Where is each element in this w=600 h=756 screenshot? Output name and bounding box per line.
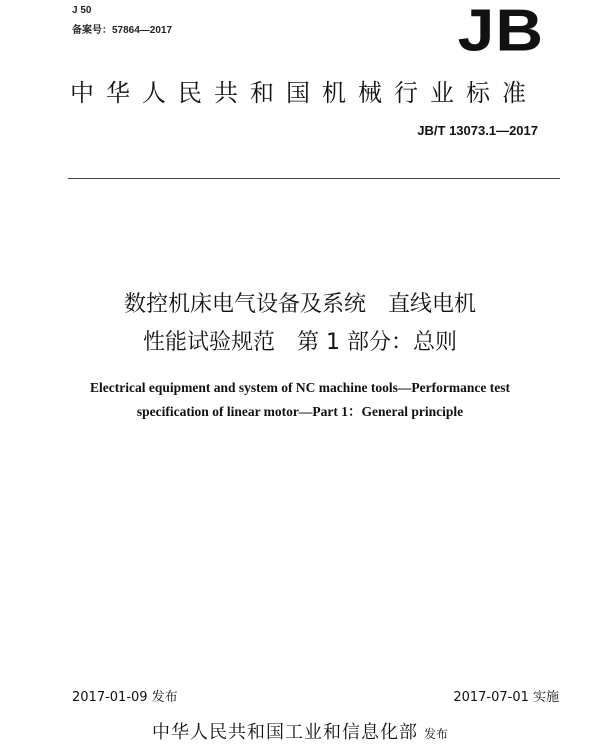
publisher-name: 中华人民共和国工业和信息化部	[151, 722, 418, 743]
english-title-line-2: specification of linear motor—Part 1：General principle	[136, 404, 464, 419]
ccs-code: J 50	[72, 5, 92, 16]
header-divider	[68, 178, 560, 179]
english-title-line-1: Electrical equipment and system of NC machine tools—Performance test	[90, 380, 510, 395]
publisher-suffix: 发布	[423, 727, 448, 741]
publisher-line	[0, 718, 600, 744]
standard-category-title: 中华人民共和国机械行业标准	[70, 79, 538, 107]
registration-number: 备案号：57864—2017	[72, 25, 173, 36]
standard-number: JB/T 13073.1—2017	[417, 123, 538, 138]
chinese-title-line-2: 性能试验规范 第 1 部分：总则	[143, 330, 457, 355]
implementation-date: 2017-07-01 实施	[453, 690, 559, 705]
chinese-title-line-1: 数控机床电气设备及系统 直线电机	[123, 292, 476, 317]
issue-date: 2017-01-09 发布	[72, 690, 178, 705]
jb-logo: JB	[457, 0, 544, 63]
